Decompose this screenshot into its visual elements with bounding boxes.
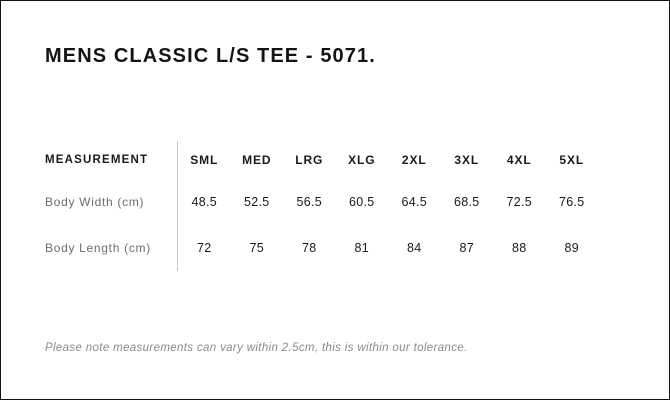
cell-body-width-sml: 48.5 [178, 179, 231, 225]
column-header-xlg: XLG [348, 153, 376, 167]
cell-body-length-2xl: 84 [406, 241, 422, 255]
cell-body-width-5xl: 76.5 [558, 195, 585, 209]
cell-body-width-3xl: 68.5 [453, 195, 480, 209]
cell-body-width-4xl: 72.5 [506, 195, 533, 209]
cell-body-width-xlg: 60.5 [348, 195, 375, 209]
content-area [45, 1, 639, 399]
cell-body-width-med: 52.5 [243, 195, 270, 209]
tolerance-note: Please note measurements can vary within 2.5cm, this is within our tolerance. [45, 342, 468, 354]
cell-body-length-5xl: 89 [564, 241, 579, 255]
table-row [45, 225, 598, 271]
cell-body-length-xlg: 81 [354, 241, 369, 255]
cell-body-length-sml: 72 [178, 225, 231, 271]
column-header-4xl: 4XL [506, 153, 532, 167]
table-header [45, 141, 598, 179]
table-header-row [45, 141, 598, 179]
table-body [45, 179, 598, 271]
cell-body-width-lrg: 56.5 [296, 195, 323, 209]
page-title: MENS CLASSIC L/S TEE - 5071. [45, 45, 376, 67]
column-header-med: MED [242, 153, 272, 167]
cell-body-width-2xl: 64.5 [401, 195, 428, 209]
cell-body-length-lrg: 78 [301, 241, 317, 255]
size-table [45, 141, 598, 271]
table-row [45, 179, 598, 225]
column-header-5xl: 5XL [559, 153, 585, 167]
cell-body-length-3xl: 87 [459, 241, 474, 255]
size-table-container [45, 141, 639, 271]
column-header-measurement: MEASUREMENT [45, 154, 149, 166]
cell-body-length-med: 75 [249, 241, 264, 255]
column-header-3xl: 3XL [454, 153, 480, 167]
column-header-lrg: LRG [295, 153, 324, 167]
column-header-2xl: 2XL [401, 153, 427, 167]
row-label-body-length: Body Length (cm) [45, 241, 151, 255]
cell-body-length-4xl: 88 [511, 241, 527, 255]
row-label-body-width: Body Width (cm) [45, 195, 145, 209]
column-header-sml: SML [178, 141, 231, 179]
